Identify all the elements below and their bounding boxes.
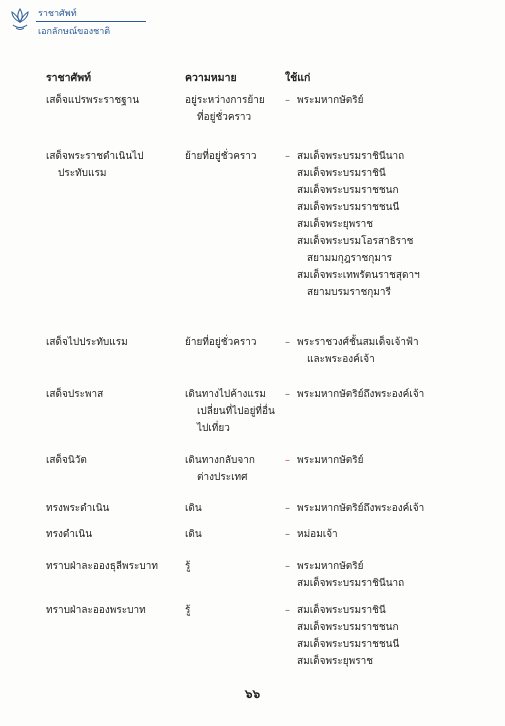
usage-text	[285, 351, 485, 368]
usage-text	[285, 386, 485, 403]
usage-cell	[285, 386, 485, 403]
meaning-cell	[185, 334, 285, 351]
usage-cell	[285, 602, 485, 670]
usage-label: สมเด็จพระยุพราช	[297, 656, 374, 667]
usage-label: สมเด็จพระบรมราชินี	[297, 605, 386, 616]
meaning-cell	[185, 602, 285, 619]
term-cell	[46, 334, 186, 351]
usage-cell	[285, 500, 485, 517]
usage-label: สมเด็จพระบรมราชินีนาถ	[297, 151, 405, 162]
usage-label: พระมหากษัตริย์	[297, 561, 364, 572]
usage-text	[285, 452, 485, 469]
usage-text	[285, 636, 485, 653]
usage-text	[285, 334, 485, 351]
meaning-cell	[185, 452, 285, 486]
meaning-cell	[185, 558, 285, 575]
usage-text	[285, 500, 485, 517]
term-text: เสด็จแปรพระราชฐาน	[46, 95, 140, 106]
meaning-cell	[185, 386, 285, 437]
dash-marker: –	[285, 337, 290, 348]
usage-cell	[285, 558, 485, 592]
lotus-emblem-icon	[8, 6, 32, 34]
usage-label: สมเด็จพระเทพรัตนราชสุดาฯ	[297, 270, 420, 281]
header-divider	[36, 21, 146, 22]
usage-label: สมเด็จพระบรมราชินี	[297, 168, 386, 179]
usage-cell	[285, 148, 485, 301]
term-text: ทราบฝ่าละอองพระบาท	[46, 605, 146, 616]
meaning-text: เดินทางไปค้างแรม	[185, 389, 266, 400]
usage-text	[285, 619, 485, 636]
meaning-text: เดิน	[185, 503, 202, 514]
usage-text	[285, 526, 485, 543]
usage-cell	[285, 92, 485, 109]
usage-label: สมเด็จพระบรมราชชนก	[297, 185, 399, 196]
usage-label: สมเด็จพระบรมราชชนนี	[297, 202, 400, 213]
usage-cell	[285, 526, 485, 543]
meaning-text: ที่อยู่ชั่วคราว	[197, 112, 252, 123]
usage-text	[285, 92, 485, 109]
term-text: เสด็จนิวัต	[46, 455, 87, 466]
term-cell	[46, 452, 186, 469]
header-title: ราชาศัพท์	[38, 9, 77, 19]
usage-text	[285, 199, 485, 216]
term-cell	[46, 526, 186, 543]
usage-text	[285, 602, 485, 619]
usage-text	[285, 148, 485, 165]
term-cell	[46, 602, 186, 619]
usage-label: สยามบรมราชกุมารี	[307, 287, 391, 298]
term-text: เสด็จประพาส	[46, 389, 104, 400]
header-subtitle: เอกลักษณ์ของชาติ	[38, 27, 111, 37]
meaning-text: ย้ายที่อยู่ชั่วคราว	[185, 337, 257, 348]
usage-label: สมเด็จพระบรมราชชนก	[297, 622, 399, 633]
usage-text	[285, 233, 485, 250]
usage-label: สมเด็จพระบรมโอรสาธิราช	[297, 236, 414, 247]
page-header	[8, 4, 158, 40]
term-cell	[46, 386, 186, 403]
meaning-cell	[185, 526, 285, 543]
usage-cell	[285, 334, 485, 368]
term-text: ทราบฝ่าละอองธุลีพระบาท	[46, 561, 158, 572]
usage-label: สมเด็จพระยุพราช	[297, 219, 374, 230]
term-text: เสด็จไปประทับแรม	[46, 337, 128, 348]
usage-text	[285, 165, 485, 182]
usage-text	[285, 267, 485, 284]
meaning-text: เดิน	[185, 529, 202, 540]
usage-text	[285, 182, 485, 199]
usage-label: สมเด็จพระบรมราชินีนาถ	[297, 578, 405, 589]
usage-label: และพระองค์เจ้า	[307, 354, 375, 365]
dash-marker: –	[285, 605, 290, 616]
meaning-cell	[185, 500, 285, 517]
meaning-text: ต่างประเทศ	[197, 472, 248, 483]
usage-text	[285, 216, 485, 233]
term-text: เสด็จพระราชดำเนินไป	[46, 151, 144, 162]
dash-marker: –	[285, 389, 290, 400]
term-cell	[46, 92, 186, 109]
column-header-term: ราชาศัพท์	[46, 72, 92, 84]
usage-label: พระราชวงศ์ชั้นสมเด็จเจ้าฟ้า	[297, 337, 419, 348]
meaning-text: เปลี่ยนที่ไปอยู่ที่อื่น	[197, 406, 275, 417]
column-header-usage: ใช้แก่	[285, 72, 311, 84]
meaning-text: รู้	[185, 561, 191, 572]
term-text: ทรงพระดำเนิน	[46, 503, 110, 514]
dash-marker: –	[285, 503, 290, 514]
usage-text	[285, 250, 485, 267]
dash-marker: –	[285, 151, 290, 162]
meaning-cell	[185, 148, 285, 165]
usage-label: พระมหากษัตริย์ถึงพระองค์เจ้า	[297, 389, 425, 400]
usage-label: สมเด็จพระบรมราชชนนี	[297, 639, 400, 650]
usage-label: พระมหากษัตริย์	[297, 95, 364, 106]
dash-marker: –	[285, 529, 290, 540]
usage-text	[285, 284, 485, 301]
meaning-text: ไปเที่ยว	[197, 423, 230, 434]
usage-label: สยามมกุฎราชกุมาร	[307, 253, 392, 264]
term-cell	[46, 558, 186, 575]
usage-text	[285, 558, 485, 575]
term-text: ประทับแรม	[58, 168, 107, 179]
meaning-text: เดินทางกลับจาก	[185, 455, 255, 466]
term-text: ทรงดำเนิน	[46, 529, 93, 540]
usage-label: หม่อมเจ้า	[297, 529, 338, 540]
meaning-cell	[185, 92, 285, 126]
term-cell	[46, 148, 186, 182]
usage-label: พระมหากษัตริย์	[297, 455, 364, 466]
meaning-text: ย้ายที่อยู่ชั่วคราว	[185, 151, 257, 162]
dash-marker: –	[285, 455, 290, 466]
usage-text	[285, 653, 485, 670]
dash-marker: –	[285, 95, 290, 106]
usage-text	[285, 575, 485, 592]
term-cell	[46, 500, 186, 517]
usage-label: พระมหากษัตริย์ถึงพระองค์เจ้า	[297, 503, 425, 514]
meaning-text: อยู่ระหว่างการย้าย	[185, 95, 265, 106]
dash-marker: –	[285, 561, 290, 572]
page-number: ๖๖	[244, 687, 261, 701]
column-header-meaning: ความหมาย	[185, 72, 237, 84]
meaning-text: รู้	[185, 605, 191, 616]
usage-cell	[285, 452, 485, 469]
